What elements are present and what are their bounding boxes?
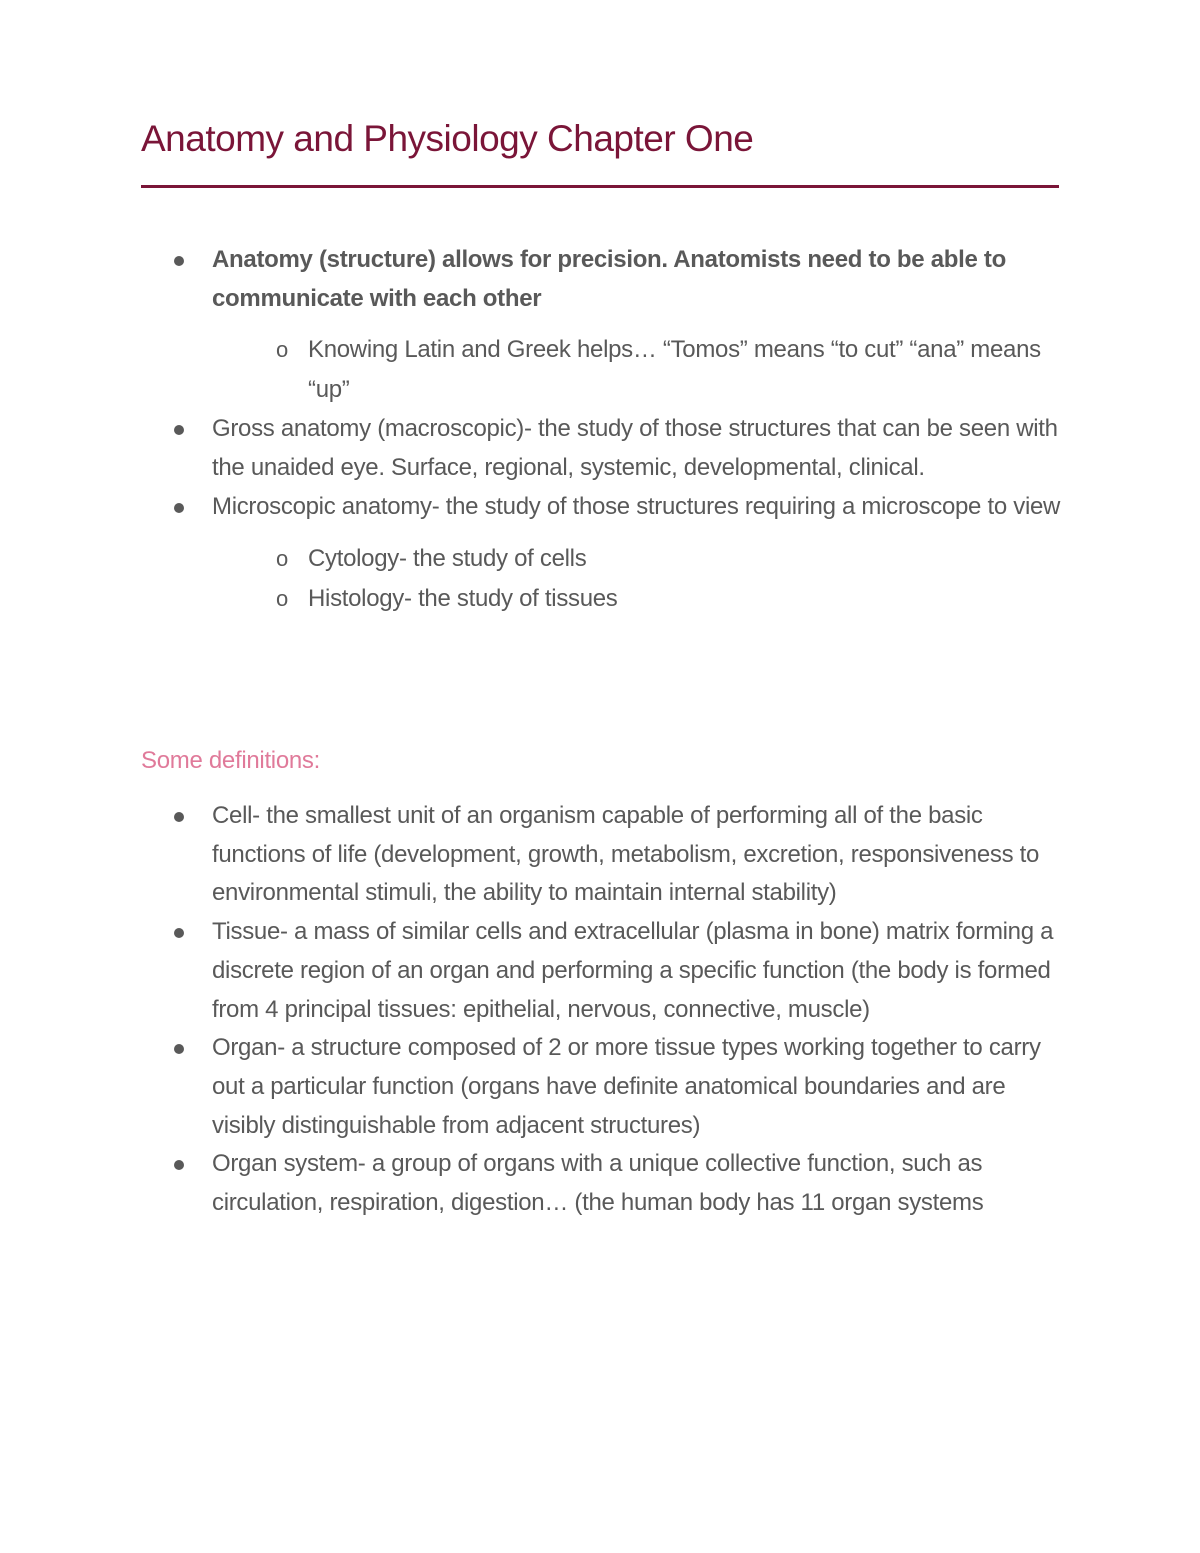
list-item-text: Anatomy (structure) allows for precision. Anatomists need to be able to communicate with each other bbox=[212, 246, 1006, 312]
bullet-icon bbox=[174, 1160, 184, 1170]
definition-text: Organ system- a group of organs with a unique collective function, such as circulation, respiration, digestion… (the human body has 11 organ systems bbox=[212, 1150, 984, 1217]
sub-list bbox=[0, 330, 1072, 410]
list-item bbox=[0, 410, 1072, 487]
sub-list-item bbox=[0, 579, 1072, 619]
definition-text: Tissue- a mass of similar cells and extracellular (plasma in bone) matrix forming a discrete region of an organ and performing a specific function (the body is formed from 4 principal tissues: epithelial, nervous, connective, muscle) bbox=[212, 918, 1054, 1023]
list-item-text: Microscopic anatomy- the study of those structures requiring a microscope to view bbox=[212, 492, 1061, 520]
definition-item bbox=[0, 1145, 1072, 1222]
sub-list bbox=[0, 539, 1072, 619]
sub-list-wrapper bbox=[0, 539, 1072, 619]
sub-list-item-text: Cytology- the study of cells bbox=[308, 544, 587, 572]
overview-list bbox=[0, 241, 1072, 619]
circle-bullet-icon: o bbox=[276, 545, 288, 571]
definition-text: Organ- a structure composed of 2 or more tissue types working together to carry out a particular function (organs have definite anatomical boundaries and are visibly distinguishable from adjacent structures) bbox=[212, 1034, 1041, 1139]
title-divider bbox=[141, 185, 1059, 188]
bullet-icon bbox=[174, 812, 184, 822]
sub-list-item bbox=[0, 330, 1072, 410]
circle-bullet-icon: o bbox=[276, 337, 288, 363]
sub-list-wrapper bbox=[0, 330, 1072, 410]
sub-list-item-text: Knowing Latin and Greek helps… “Tomos” means “to cut” “ana” means “up” bbox=[308, 336, 1041, 404]
list-item bbox=[0, 488, 1072, 527]
sub-list-item-text: Histology- the study of tissues bbox=[308, 584, 618, 612]
definition-text: Cell- the smallest unit of an organism capable of performing all of the basic functions of life (development, growth, metabolism, excretion, responsiveness to environmental stimuli, the ability to maintain internal stability) bbox=[212, 802, 1040, 907]
bullet-icon bbox=[174, 928, 184, 938]
list-item-text: Gross anatomy (macroscopic)- the study of those structures that can be seen with the unaided eye. Surface, regional, systemic, developmental, clinical. bbox=[212, 415, 1058, 482]
definition-item bbox=[0, 913, 1072, 1029]
definitions-heading: Some definitions: bbox=[141, 747, 321, 774]
bullet-icon bbox=[174, 1044, 184, 1054]
definition-item bbox=[0, 1029, 1072, 1145]
definition-item bbox=[0, 797, 1072, 913]
bullet-icon bbox=[174, 425, 184, 435]
definitions-list bbox=[0, 797, 1072, 1223]
list-item bbox=[0, 241, 1072, 318]
bullet-icon bbox=[174, 256, 184, 266]
page-title: Anatomy and Physiology Chapter One bbox=[141, 118, 754, 159]
circle-bullet-icon: o bbox=[276, 585, 288, 611]
sub-list-item bbox=[0, 539, 1072, 579]
bullet-icon bbox=[174, 503, 184, 513]
